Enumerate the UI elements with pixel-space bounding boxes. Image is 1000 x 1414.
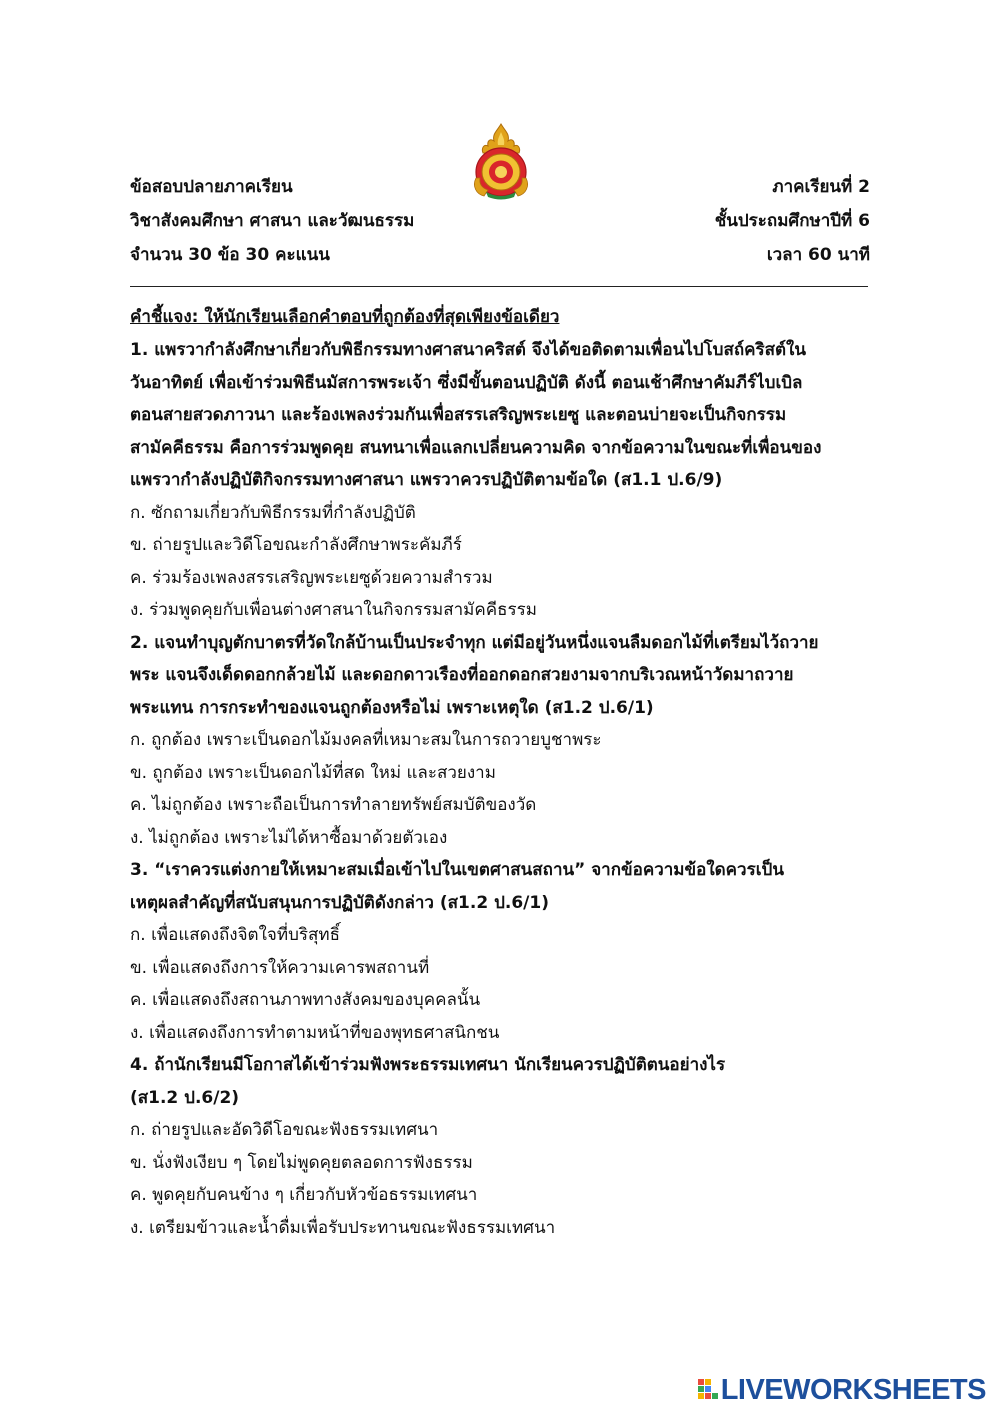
liveworksheets-brand[interactable] <box>698 1374 986 1406</box>
question-stem <box>130 854 875 919</box>
instructions: คำชี้แจง: ให้นักเรียนเลือกคำตอบที่ถูกต้องที่สุดเพียงข้อเดียว <box>130 307 560 327</box>
exam-body <box>130 300 875 1244</box>
question-stem <box>130 627 875 725</box>
liveworksheets-mark-icon <box>698 1379 718 1401</box>
exam-info-left <box>130 170 414 272</box>
question-text-line: (ส1.2 ป.6/2) <box>130 1087 240 1108</box>
answer-option[interactable]: ก. ถ่ายรูปและอัดวิดีโอขณะฟังธรรมเทศนา <box>130 1120 439 1140</box>
question-4 <box>130 1049 875 1244</box>
exam-duration: เวลา 60 นาที <box>766 245 870 265</box>
liveworksheets-logo-text: LIVEWORKSHEETS <box>720 1373 986 1406</box>
answer-option[interactable]: ข. ถูกต้อง เพราะเป็นดอกไม้ที่สด ใหม่ และสวยงาม <box>130 762 496 783</box>
question-text-line: 1. แพรวากำลังศึกษาเกี่ยวกับพิธีกรรมทางศาสนาคริสต์ จึงได้ขอติดตามเพื่อนไปโบสถ์คริสต์ใน <box>130 340 806 360</box>
question-text-line: พระ แจนจึงเด็ดดอกกล้วยไม้ และดอกดาวเรืองที่ออกดอกสวยงามจากบริเวณหน้าวัดมาถวาย <box>130 665 794 685</box>
answer-option[interactable]: ง. เตรียมข้าวและน้ำดื่มเพื่อรับประทานขณะฟังธรรมเทศนา <box>130 1217 556 1238</box>
school-emblem-logo-icon <box>470 122 532 200</box>
header-divider <box>130 286 868 287</box>
answer-option[interactable]: ค. ร่วมร้องเพลงสรรเสริญพระเยซูด้วยความสำรวม <box>130 567 493 588</box>
answer-option[interactable]: ง. ร่วมพูดคุยกับเพื่อนต่างศาสนาในกิจกรรมสามัคคีธรรม <box>130 600 537 620</box>
answer-option[interactable]: ค. ไม่ถูกต้อง เพราะถือเป็นการทำลายทรัพย์สมบัติของวัด <box>130 795 537 815</box>
answer-option[interactable]: ข. เพื่อแสดงถึงการให้ความเคารพสถานที่ <box>130 957 430 978</box>
answer-option[interactable]: ค. เพื่อแสดงถึงสถานภาพทางสังคมของบุคคลนั้น <box>130 990 481 1010</box>
answer-option[interactable]: ข. ถ่ายรูปและวิดีโอขณะกำลังศึกษาพระคัมภีร์ <box>130 535 462 555</box>
question-stem <box>130 1049 875 1114</box>
answer-option[interactable]: ก. เพื่อแสดงถึงจิตใจที่บริสุทธิ์ <box>130 925 340 945</box>
question-text-line: 4. ถ้านักเรียนมีโอกาสได้เข้าร่วมฟังพระธรรมเทศนา นักเรียนควรปฏิบัติตนอย่างไร <box>130 1055 726 1075</box>
question-text-line: สามัคคีธรรม คือการร่วมพูดคุย สนทนาเพื่อแลกเปลี่ยนความคิด จากข้อความในขณะที่เพื่อนของ <box>130 437 822 458</box>
question-text-line: แพรวากำลังปฏิบัติกิจกรรมทางศาสนา แพรวาควรปฏิบัติตามข้อใด (ส1.1 ป.6/9) <box>130 470 723 490</box>
answer-option[interactable]: ง. ไม่ถูกต้อง เพราะไม่ได้หาซื้อมาด้วยตัวเอง <box>130 827 448 848</box>
question-text-line: ตอนสายสวดภาวนา และร้องเพลงร่วมกันเพื่อสรรเสริญพระเยซู และตอนบ่ายจะเป็นกิจกรรม <box>130 405 787 425</box>
question-text-line: 3. “เราควรแต่งกายให้เหมาะสมเมื่อเข้าไปในเขตศาสนสถาน” จากข้อความข้อใดควรเป็น <box>130 860 784 880</box>
semester: ภาคเรียนที่ 2 <box>772 177 870 197</box>
question-stem <box>130 334 875 497</box>
subject-name: วิชาสังคมศึกษา ศาสนา และวัฒนธรรม <box>130 211 415 231</box>
question-text-line: 2. แจนทำบุญตักบาตรที่วัดใกล้บ้านเป็นประจำทุก แต่มีอยู่วันหนึ่งแจนลืมดอกไม้ที่เตรียมไว้ถวาย <box>130 632 819 653</box>
exam-info-right <box>715 170 870 272</box>
exam-title: ข้อสอบปลายภาคเรียน <box>130 177 293 197</box>
question-3 <box>130 854 875 1049</box>
question-text-line: เหตุผลสำคัญที่สนับสนุนการปฏิบัติดังกล่าว (ส1.2 ป.6/1) <box>130 892 549 913</box>
grade-level: ชั้นประถมศึกษาปีที่ 6 <box>714 211 870 231</box>
answer-option[interactable]: ก. ถูกต้อง เพราะเป็นดอกไม้มงคลที่เหมาะสมในการถวายบูชาพระ <box>130 730 602 750</box>
answer-option[interactable]: ก. ซักถามเกี่ยวกับพิธีกรรมที่กำลังปฏิบัติ <box>130 502 416 523</box>
answer-option[interactable]: ข. นั่งฟังเงียบ ๆ โดยไม่พูดคุยตลอดการฟังธรรม <box>130 1152 473 1173</box>
answer-option[interactable]: ง. เพื่อแสดงถึงการทำตามหน้าที่ของพุทธศาสนิกชน <box>130 1022 500 1043</box>
question-text-line: วันอาทิตย์ เพื่อเข้าร่วมพิธีนมัสการพระเจ้า ซึ่งมีขั้นตอนปฏิบัติ ดังนี้ ตอนเช้าศึกษาคัมภีร์ไบเบิล <box>130 372 803 393</box>
answer-option[interactable]: ค. พูดคุยกับคนข้าง ๆ เกี่ยวกับหัวข้อธรรมเทศนา <box>130 1185 478 1205</box>
question-text-line: พระแทน การกระทำของแจนถูกต้องหรือไม่ เพราะเหตุใด (ส1.2 ป.6/1) <box>130 697 654 718</box>
question-2 <box>130 627 875 855</box>
question-1 <box>130 334 875 627</box>
question-count: จำนวน 30 ข้อ 30 คะแนน <box>130 245 330 265</box>
